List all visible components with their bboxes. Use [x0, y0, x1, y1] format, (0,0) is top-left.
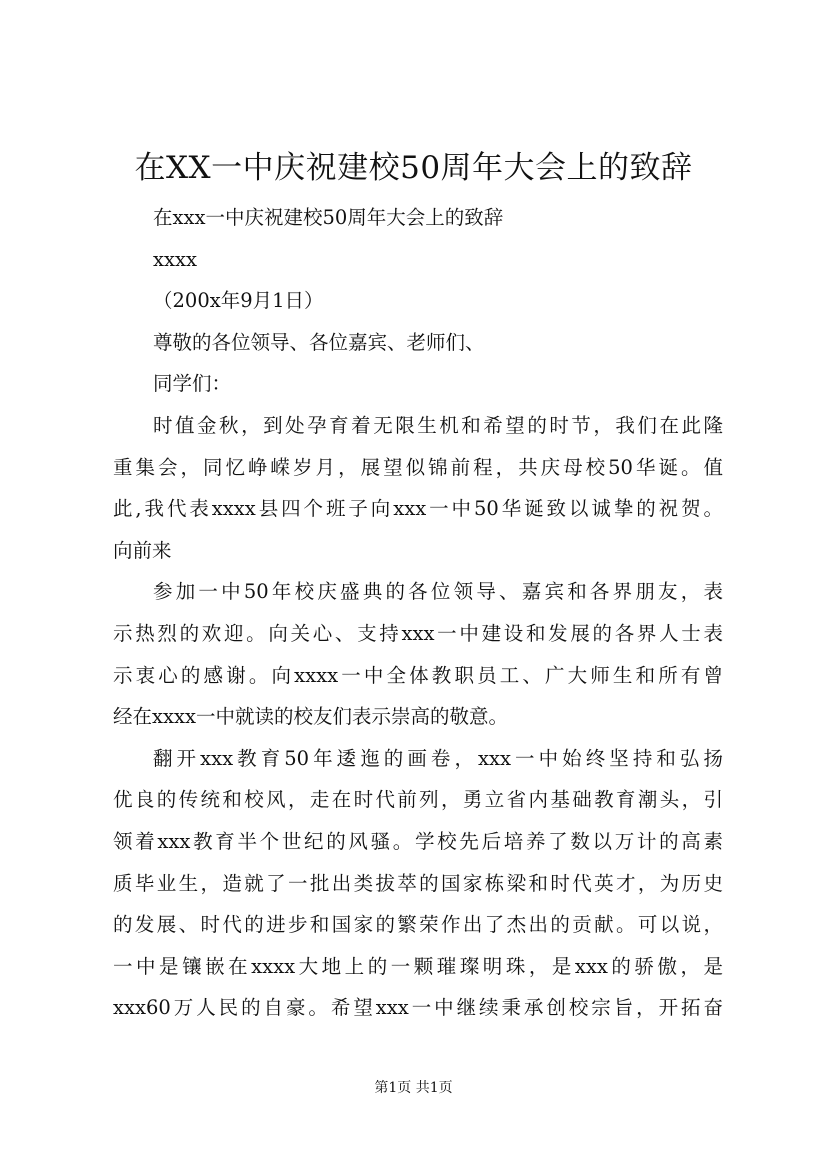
text-line: 向前来 — [113, 538, 172, 562]
text-line: 示热烈的欢迎。向关心、支持xxx一中建设和发展的各界人士表 — [113, 621, 723, 645]
text-line: 在xxx一中庆祝建校50周年大会上的致辞 — [153, 206, 504, 229]
text-line: 示衷心的感谢。向xxxx一中全体教职员工、广大师生和所有曾 — [113, 663, 723, 687]
text-line: 领着xxx教育半个世纪的风骚。学校先后培养了数以万计的高素 — [113, 829, 723, 853]
text-line: xxxx — [153, 247, 197, 271]
text-line: 优良的传统和校风，走在时代前列，勇立省内基础教育潮头，引 — [113, 788, 723, 812]
text-line: 重集会，同忆峥嵘岁月，展望似锦前程，共庆母校50华诞。值 — [113, 455, 723, 479]
text-line: 翻开xxx教育50年逶迤的画卷，xxx一中始终坚持和弘扬 — [153, 746, 723, 770]
page-footer: 第1页 共1页 — [374, 1080, 453, 1096]
text-line: 尊敬的各位领导、各位嘉宾、老师们、 — [153, 330, 485, 354]
text-line: 经在xxxx一中就读的校友们表示崇高的敬意。 — [113, 705, 508, 729]
text-line: （200x年9月1日） — [153, 289, 324, 313]
text-line: 一中是镶嵌在xxxx大地上的一颗璀璨明珠，是xxx的骄傲，是 — [113, 954, 723, 978]
text-line: 的发展、时代的进步和国家的繁荣作出了杰出的贡献。可以说， — [113, 913, 723, 937]
text-line: xxx60万人民的自豪。希望xxx一中继续秉承创校宗旨，开拓奋 — [113, 996, 723, 1020]
text-line: 质毕业生，造就了一批出类拔萃的国家栋梁和时代英才，为历史 — [113, 871, 723, 895]
document-body — [113, 197, 723, 1029]
text-line: 同学们： — [153, 372, 232, 396]
text-line: 时值金秋，到处孕育着无限生机和希望的时节，我们在此隆 — [153, 413, 723, 437]
document-title: 在XX一中庆祝建校50周年大会上的致辞 — [134, 150, 693, 186]
text-line: 此,我代表xxxx县四个班子向xxx一中50华诞致以诚挚的祝贺。 — [113, 497, 723, 521]
text-line: 参加一中50年校庆盛典的各位领导、嘉宾和各界朋友，表 — [153, 580, 723, 604]
